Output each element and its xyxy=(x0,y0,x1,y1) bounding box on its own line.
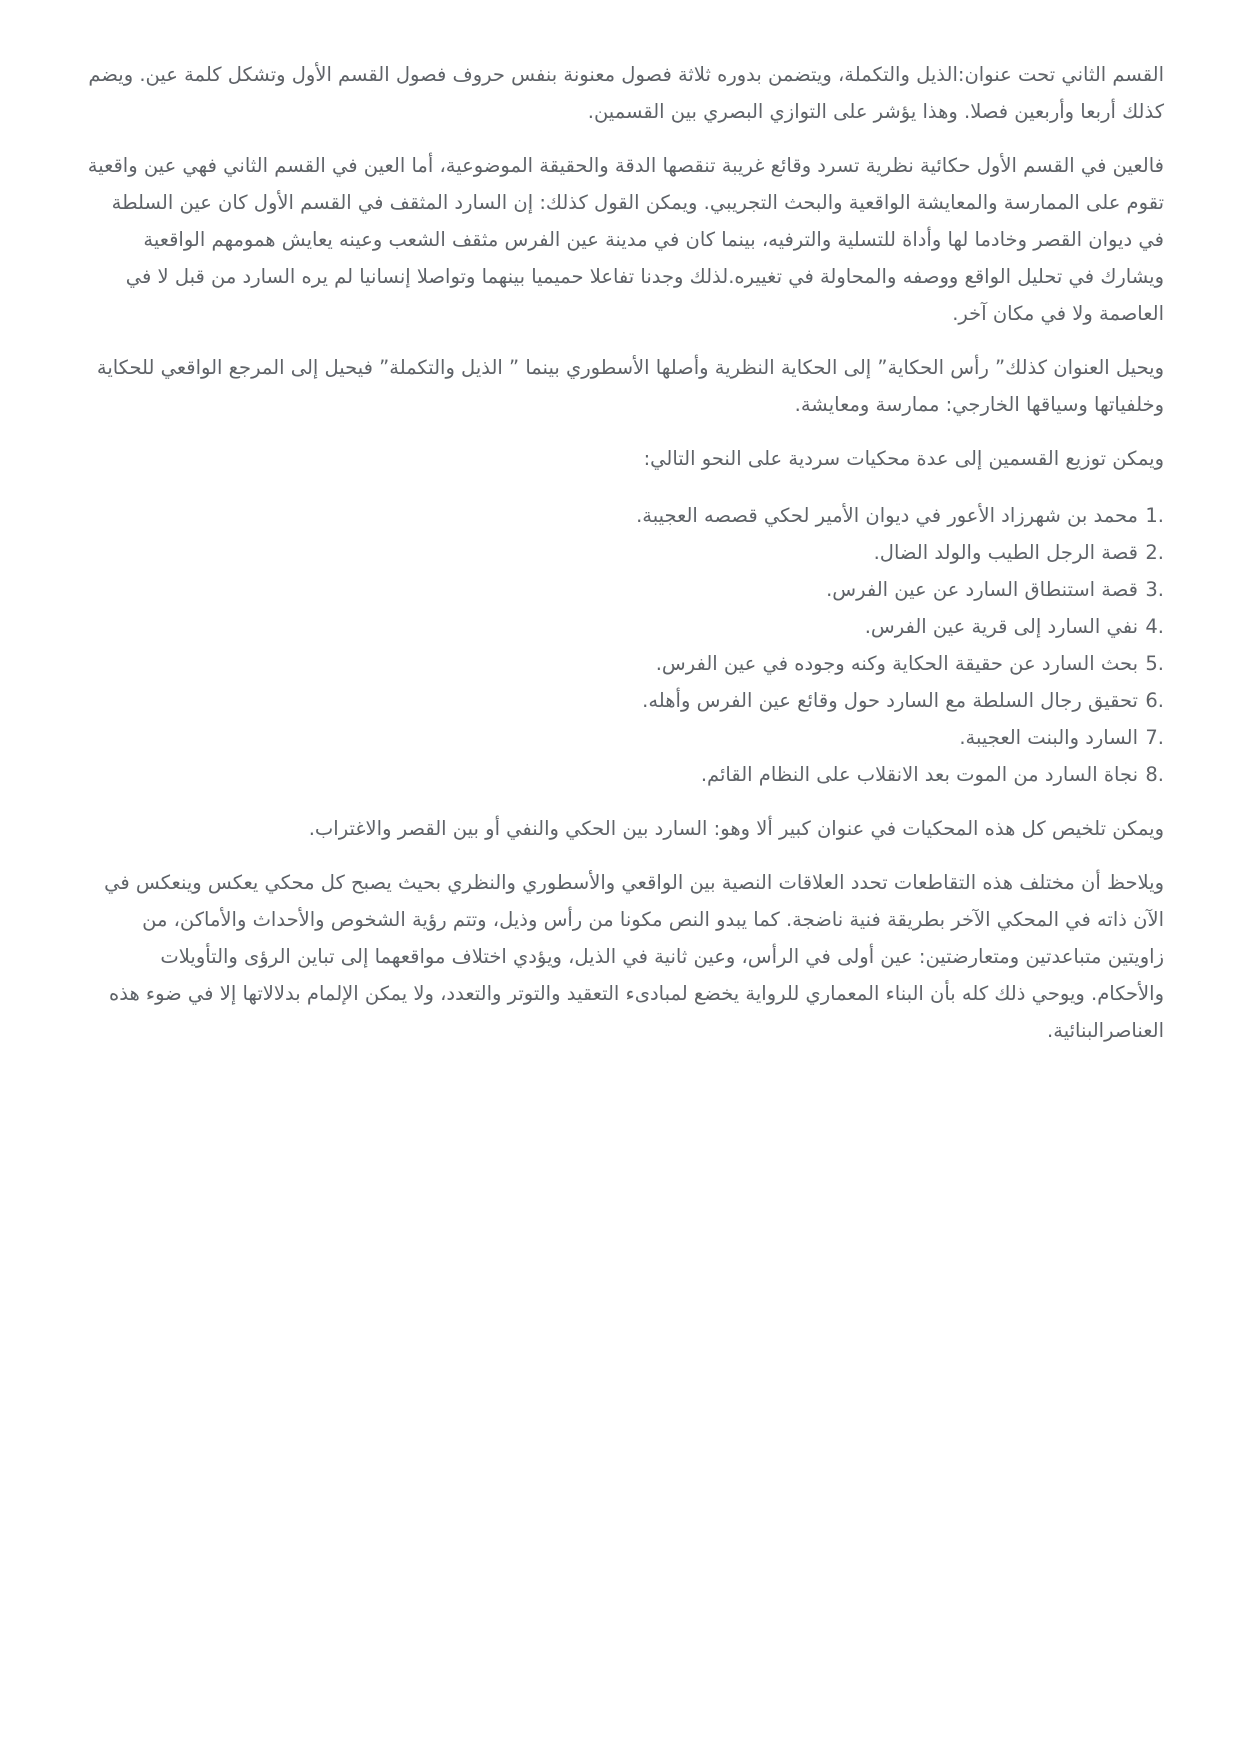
narratives-list xyxy=(84,497,1164,793)
list-item-text: قصة الرجل الطيب والولد الضال. xyxy=(873,541,1138,564)
paragraph-summary: ويمكن تلخيص كل هذه المحكيات في عنوان كبير ألا وهو: السارد بين الحكي والنفي أو بين القصر والاغتراب. xyxy=(308,817,1164,840)
list-item-text: قصة استنطاق السارد عن عين الفرس. xyxy=(826,578,1138,601)
list-item-text: السارد والبنت العجيبة. xyxy=(959,726,1138,749)
list-item-number: 2. xyxy=(1145,541,1164,564)
list-item-text: محمد بن شهرزاد الأعور في ديوان الأمير لحكي قصصه العجيبة. xyxy=(636,504,1138,527)
list-item-number: 6. xyxy=(1145,689,1164,712)
list-item-text: تحقيق رجال السلطة مع السارد حول وقائع عين الفرس وأهله. xyxy=(642,689,1138,712)
list-item xyxy=(84,608,1164,645)
list-item xyxy=(84,571,1164,608)
list-item xyxy=(84,719,1164,756)
list-item-number: 8. xyxy=(1145,763,1164,786)
list-item-number: 7. xyxy=(1145,726,1164,749)
list-item xyxy=(84,534,1164,571)
list-item-number: 4. xyxy=(1145,615,1164,638)
paragraph-section-two-title: القسم الثاني تحت عنوان:الذيل والتكملة، ويتضمن بدوره ثلاثة فصول معنونة بنفس حروف فصول القسم الأول وتشكل كلمة عين. ويضم كذلك أربعا وأربعين فصلا. وهذا يؤشر على التوازي البصري بين القسمين. xyxy=(88,63,1164,123)
document-body xyxy=(84,56,1164,1066)
paragraph-conclusion: ويلاحظ أن مختلف هذه التقاطعات تحدد العلاقات النصية بين الواقعي والأسطوري والنظري بحيث يصبح كل محكي يعكس وينعكس في الآن ذاته في المحكي الآخر بطريقة فنية ناضجة. كما يبدو النص مكونا من رأس وذيل، وتتم رؤية الشخوص والأحداث والأماكن، من زاويتين متباعدتين ومتعارضتين: عين أولى في الرأس، وعين ثانية في الذيل، ويؤدي اختلاف مواقعهما إلى تباين الرؤى والتأويلات والأحكام. ويوحي ذلك كله بأن البناء المعماري للرواية يخضع لمبادىء التعقيد والتوتر والتعدد، ولا يمكن الإلمام بدلالاتها إلا في ضوء هذه العناصرالبنائية. xyxy=(104,871,1164,1042)
paragraph-eye-comparison: فالعين في القسم الأول حكائية نظرية تسرد وقائع غريبة تنقصها الدقة والحقيقة الموضوعية، أما العين في القسم الثاني فهي عين واقعية تقوم على الممارسة والمعايشة الواقعية والبحث التجريبي. ويمكن القول كذلك: إن السارد المثقف في القسم الأول كان عين السلطة في ديوان القصر وخادما لها وأداة للتسلية والترفيه، بينما كان في مدينة عين الفرس مثقف الشعب وعينه يعايش همومهم الواقعية ويشارك في تحليل الواقع ووصفه والمحاولة في تغييره.لذلك وجدنا تفاعلا حميميا بينهما وتواصلا إنسانيا لم يره السارد من قبل لا في العاصمة ولا في مكان آخر. xyxy=(87,154,1164,325)
list-item xyxy=(84,682,1164,719)
list-item-number: 3. xyxy=(1145,578,1164,601)
paragraph-list-intro: ويمكن توزيع القسمين إلى عدة محكيات سردية على النحو التالي: xyxy=(643,447,1164,470)
paragraph-title-reference: ويحيل العنوان كذلك” رأس الحكاية” إلى الحكاية النظرية وأصلها الأسطوري بينما ” الذيل والتكملة” فيحيل إلى المرجع الواقعي للحكاية وخلفياتها وسياقها الخارجي: ممارسة ومعايشة. xyxy=(96,356,1164,416)
list-item-text: نفي السارد إلى قرية عين الفرس. xyxy=(864,615,1138,638)
list-item-text: بحث السارد عن حقيقة الحكاية وكنه وجوده في عين الفرس. xyxy=(655,652,1138,675)
list-item xyxy=(84,645,1164,682)
list-item-number: 5. xyxy=(1145,652,1164,675)
list-item xyxy=(84,497,1164,534)
list-item-text: نجاة السارد من الموت بعد الانقلاب على النظام القائم. xyxy=(700,763,1138,786)
list-item-number: 1. xyxy=(1145,504,1164,527)
list-item xyxy=(84,756,1164,793)
